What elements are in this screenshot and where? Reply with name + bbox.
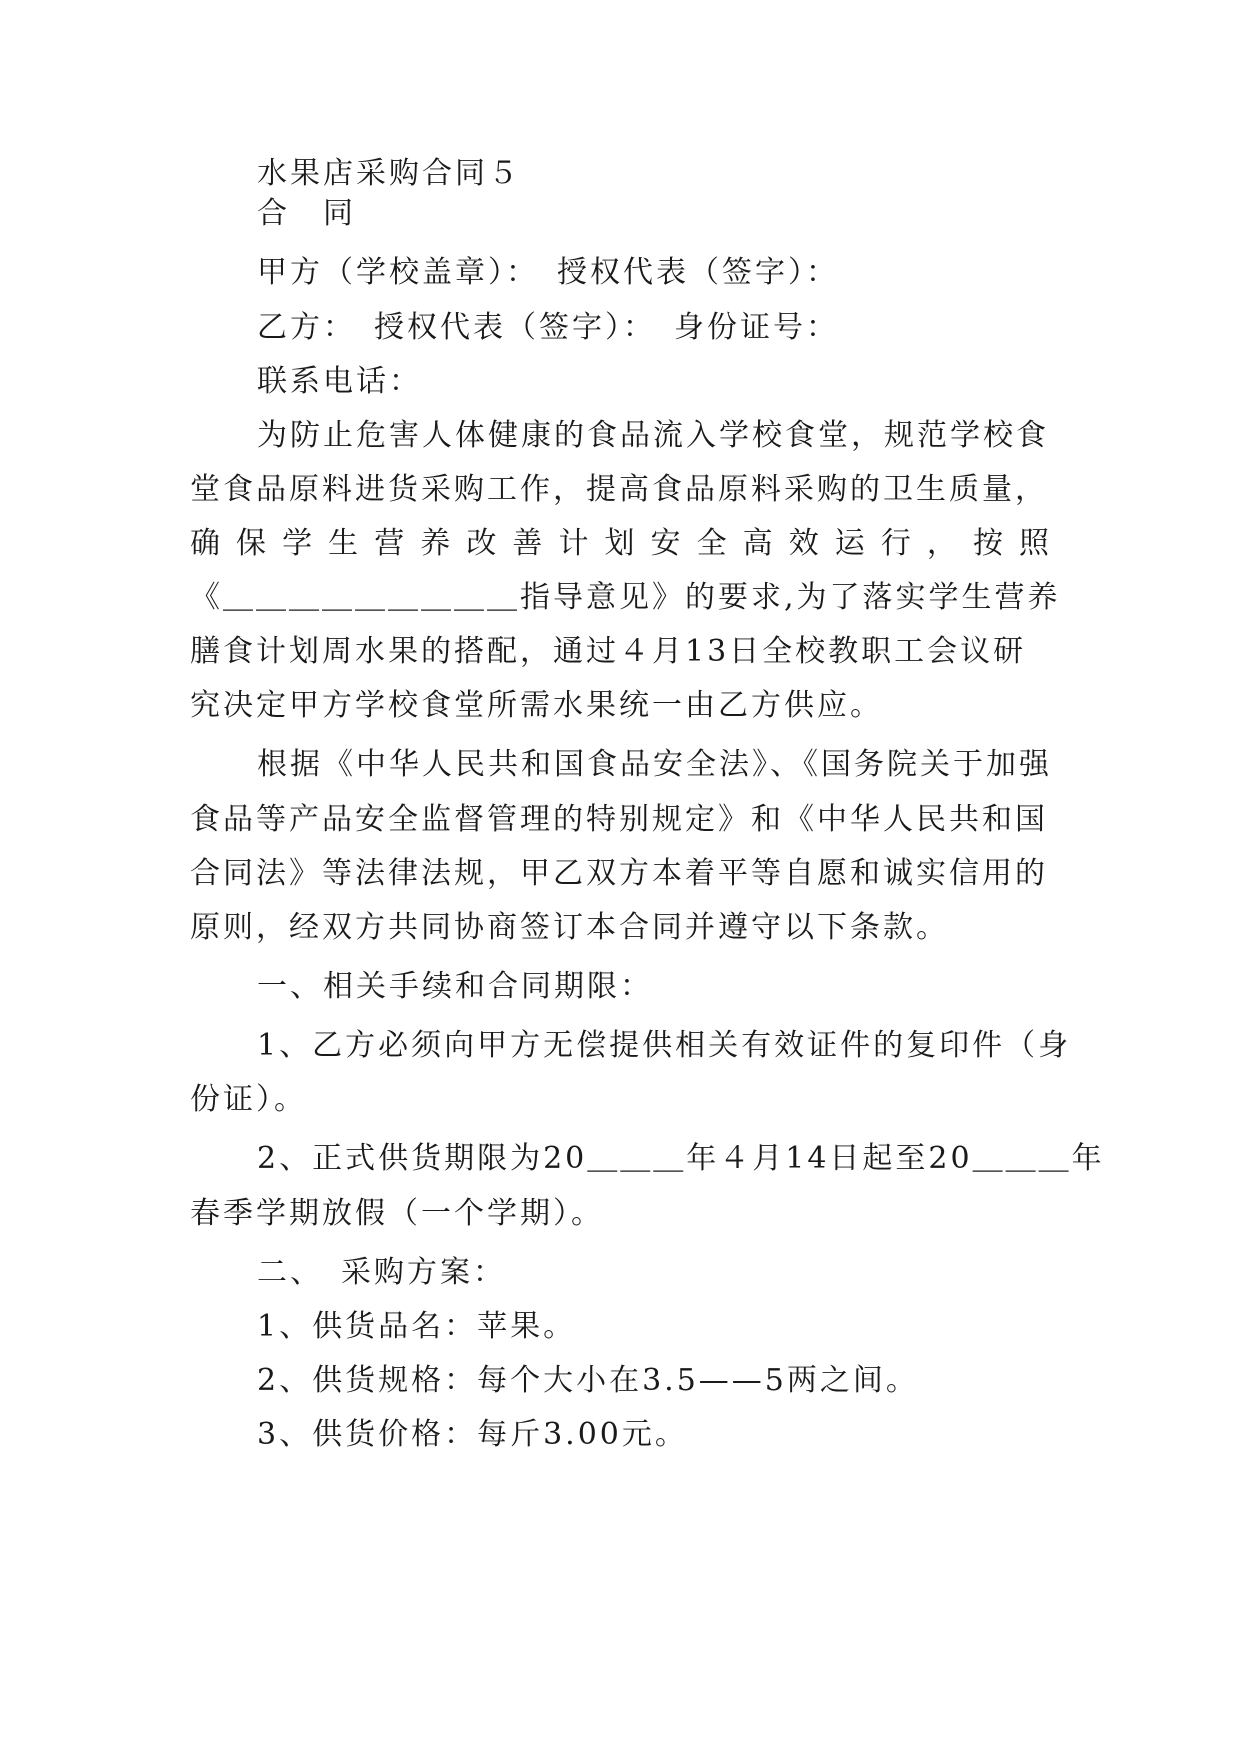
section-1-title: 一、相关手续和合同期限： — [257, 969, 653, 1004]
para1-line-2: 堂食品原料进货采购工作，提高食品原料采购的卫生质量， — [190, 472, 1048, 507]
phone-line: 联系电话： — [257, 364, 422, 399]
para1-line-6: 究决定甲方学校食堂所需水果统一由乙方供应。 — [190, 688, 883, 723]
section-1-item-1-line-1: 1、乙方必须向甲方无偿提供相关有效证件的复印件（身 — [257, 1028, 1072, 1063]
document-title: 水果店采购合同５ — [257, 156, 521, 191]
para2-line-3: 合同法》等法律法规，甲乙双方本着平等自愿和诚实信用的 — [190, 856, 1048, 891]
section-2-item-1: 1、供货品名：苹果。 — [257, 1309, 577, 1344]
section-1-item-1-line-2: 份证）。 — [190, 1082, 307, 1117]
party-b-line: 乙方： 授权代表（签字）： 身份证号： — [257, 310, 839, 345]
para2-line-4: 原则，经双方共同协商签订本合同并遵守以下条款。 — [190, 910, 949, 945]
section-2-item-2: 2、供货规格：每个大小在3.5——5两之间。 — [257, 1363, 919, 1398]
para1-line-4: 《＿＿＿＿＿＿＿＿＿指导意见》的要求,为了落实学生营养 — [190, 580, 1061, 615]
para1-line-1: 为防止危害人体健康的食品流入学校食堂，规范学校食 — [257, 418, 1049, 453]
section-1-item-2-line-2: 春季学期放假（一个学期）。 — [190, 1196, 604, 1231]
para2-line-1: 根据《中华人民共和国食品安全法》、《国务院关于加强 — [257, 747, 1052, 782]
section-2-item-3: 3、供货价格：每斤3.00元。 — [257, 1417, 688, 1452]
party-a-line: 甲方（学校盖章）： 授权代表（签字）： — [257, 255, 839, 290]
para1-line-3: 确保学生营养改善计划安全高效运行，按照 — [190, 526, 1052, 561]
section-1-item-2-line-1: 2、正式供货期限为20＿＿＿年４月14日起至20＿＿＿年 — [257, 1141, 1105, 1176]
contract-heading: 合 同 — [257, 196, 356, 231]
para2-line-2: 食品等产品安全监督管理的特别规定》和《中华人民共和国 — [190, 802, 1048, 837]
section-2-title: 二、 采购方案： — [257, 1255, 506, 1290]
para1-line-5: 膳食计划周水果的搭配，通过４月13日全校教职工会议研 — [190, 634, 1027, 669]
